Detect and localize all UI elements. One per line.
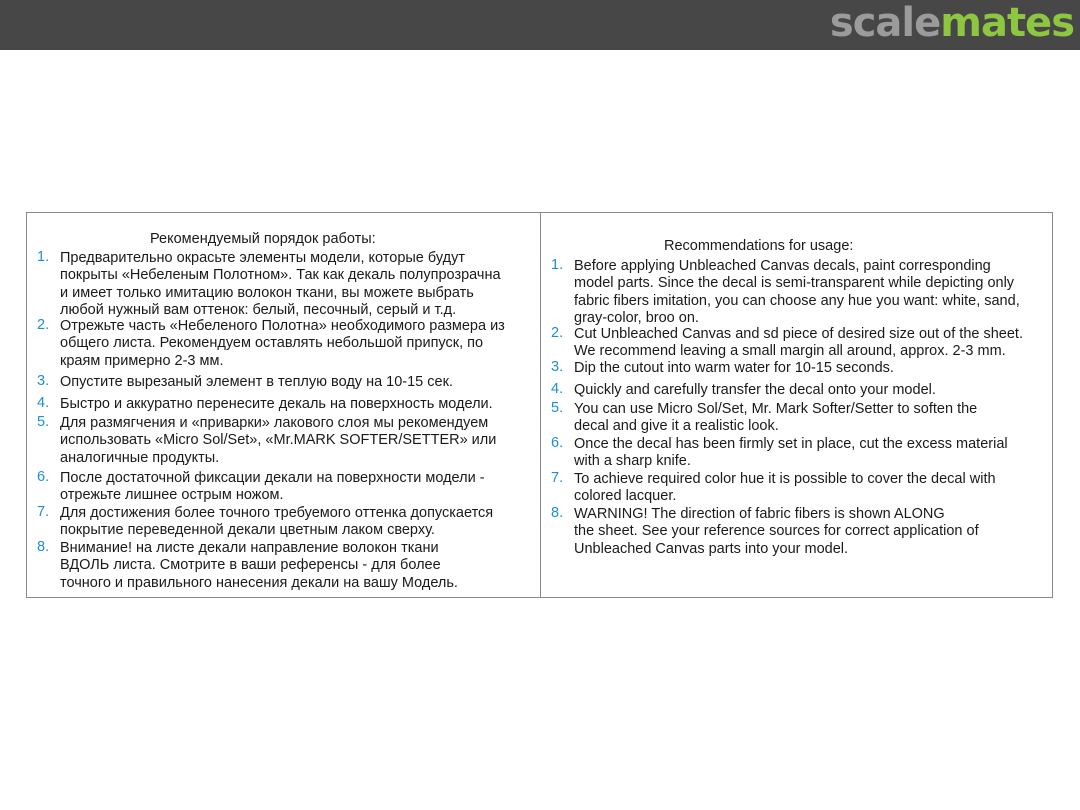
item-text-line: покрытие переведенной декали цветным лаком сверху.	[60, 522, 435, 539]
english-column	[541, 213, 1052, 597]
item-text-line: We recommend leaving a small margin all around, approx. 2-3 mm.	[574, 343, 1006, 360]
item-number: 4.	[551, 381, 564, 397]
item-text-line: gray-color, broo on.	[574, 309, 699, 326]
item-text-line: Before applying Unbleached Canvas decals, paint corresponding	[574, 258, 991, 274]
item-text-line: colored lacquer.	[574, 488, 677, 505]
top-bar	[0, 0, 1080, 50]
item-number: 2.	[37, 317, 50, 333]
item-number: 6.	[37, 469, 50, 485]
item-text-line: You can use Micro Sol/Set, Mr. Mark Softer/Setter to soften the	[574, 401, 978, 417]
item-text-line: Unbleached Canvas parts into your model.	[574, 540, 849, 557]
item-text-line: Быстро и аккуратно перенесите декаль на поверхность модели.	[60, 396, 493, 412]
item-number: 2.	[551, 325, 564, 341]
item-text-line: model parts. Since the decal is semi-transparent while depicting only	[574, 275, 1015, 292]
item-number: 4.	[37, 395, 50, 411]
item-number: 8.	[551, 505, 564, 521]
item-text-line: Для размягчения и «приварки» лакового слоя мы рекомендуем	[60, 415, 489, 431]
logo-part-scale: scale	[829, 0, 941, 46]
item-text-line: и имеет только имитацию волокон ткани, вы можете выбрать	[60, 284, 474, 301]
item-number: 7.	[551, 470, 564, 486]
item-text-line: точного и правильного нанесения декали на вашу Модель.	[60, 574, 458, 591]
scalemates-logo[interactable]	[830, 0, 1074, 46]
item-text-line: После достаточной фиксации декали на поверхности модели -	[60, 470, 485, 486]
item-text-line: Отрежьте часть «Небеленого Полотна» необходимого размера из	[60, 318, 505, 334]
item-text-line: Dip the cutout into warm water for 10-15 seconds.	[574, 360, 894, 376]
item-number: 5.	[37, 414, 50, 430]
item-number: 5.	[551, 400, 564, 416]
item-number: 3.	[37, 373, 50, 389]
russian-column	[27, 213, 541, 597]
item-text-line: the sheet. See your reference sources for correct application of	[574, 523, 979, 540]
russian-heading: Рекомендуемый порядок работы:	[150, 231, 376, 247]
instructions-table	[26, 212, 1053, 598]
item-text-line: decal and give it a realistic look.	[574, 418, 779, 435]
item-text-line: ВДОЛЬ листа. Смотрите в ваши референсы - для более	[60, 557, 441, 574]
item-text-line: отрежьте лишнее острым ножом.	[60, 487, 284, 504]
item-text-line: использовать «Micro Sol/Set», «Mr.MARK SOFTER/SETTER» или	[60, 432, 497, 449]
item-text-line: Внимание! на листе декали направление волокон ткани	[60, 540, 439, 556]
item-text-line: покрыты «Небеленым Полотном». Так как декаль полупрозрачна	[60, 267, 501, 284]
item-number: 3.	[551, 359, 564, 375]
item-text-line: общего листа. Рекомендуем оставлять небольшой припуск, по	[60, 335, 484, 352]
item-text-line: fabric fibers imitation, you can choose any hue you want: white, sand,	[574, 292, 1020, 309]
item-text-line: Предварительно окрасьте элементы модели, которые будут	[60, 250, 466, 266]
item-number: 1.	[551, 257, 564, 273]
english-heading: Recommendations for usage:	[664, 238, 854, 254]
item-text-line: Для достижения более точного требуемого оттенка допускается	[60, 505, 494, 521]
item-number: 7.	[37, 504, 50, 520]
item-number: 1.	[37, 249, 50, 265]
item-text-line: краям примерно 2-3 мм.	[60, 352, 224, 369]
item-text-line: Cut Unbleached Canvas and sd piece of desired size out of the sheet.	[574, 326, 1023, 342]
item-text-line: To achieve required color hue it is possible to cover the decal with	[574, 471, 996, 487]
item-text-line: аналогичные продукты.	[60, 449, 220, 466]
item-number: 6.	[551, 435, 564, 451]
item-text-line: WARNING! The direction of fabric fibers is shown ALONG	[574, 506, 945, 522]
item-text-line: любой нужный вам оттенок: белый, песочный, серый и т.д.	[60, 301, 457, 318]
item-number: 8.	[37, 539, 50, 555]
logo-part-mates: mates	[940, 0, 1074, 46]
item-text-line: Once the decal has been firmly set in place, cut the excess material	[574, 436, 1008, 452]
item-text-line: with a sharp knife.	[574, 453, 691, 470]
item-text-line: Quickly and carefully transfer the decal onto your model.	[574, 382, 936, 398]
item-text-line: Опустите вырезаный элемент в теплую воду на 10-15 сек.	[60, 374, 453, 390]
